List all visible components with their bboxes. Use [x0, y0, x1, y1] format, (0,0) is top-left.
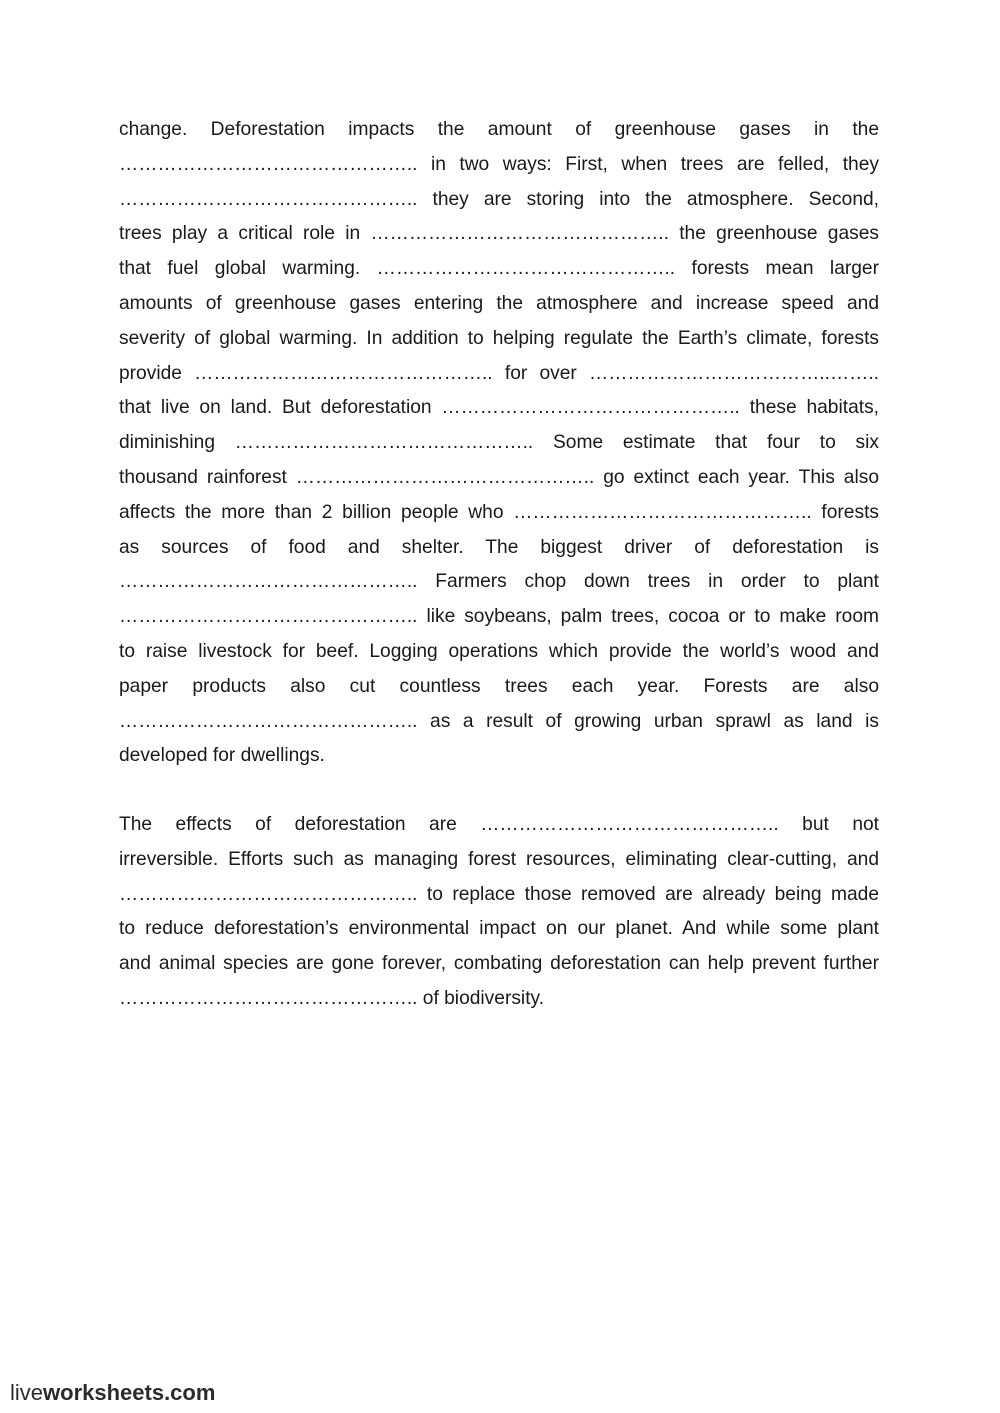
liveworksheets-logo: [10, 1380, 215, 1406]
paragraph-1: [119, 113, 879, 774]
paragraph-line: irreversible. Efforts such as managing forest resources, eliminating clear-cutting, and: [119, 848, 879, 870]
paragraph-line: developed for dwellings.: [119, 745, 325, 767]
paragraph-line: affects the more than 2 billion people who ……………………………………….. forests: [119, 501, 879, 523]
paragraph-line: to reduce deforestation’s environmental impact on our planet. And while some plant: [119, 918, 879, 940]
paragraph-line: that live on land. But deforestation ……………………………………….. these habitats,: [119, 397, 879, 419]
paragraph-2: [119, 808, 879, 1017]
logo-worksheets-text: worksheets.com: [43, 1380, 216, 1405]
paragraph-line: ……………………………………….. Farmers chop down trees in order to plant: [119, 571, 879, 593]
paragraph-line: paper products also cut countless trees each year. Forests are also: [119, 675, 879, 697]
paragraph-line: The effects of deforestation are ……………………………………….. but not: [119, 814, 879, 835]
paragraph-line: ……………………………………….. as a result of growing urban sprawl as land is: [119, 710, 879, 732]
paragraph-line: ……………………………………….. like soybeans, palm trees, cocoa or to make room: [119, 606, 879, 628]
paragraph-line: to raise livestock for beef. Logging operations which provide the world’s wood and: [119, 640, 879, 662]
paragraph-line: ……………………………………….. in two ways: First, when trees are felled, they: [119, 153, 879, 175]
paragraph-line: that fuel global warming. ……………………………………….. forests mean larger: [119, 258, 879, 280]
paragraph-line: ……………………………………….. to replace those removed are already being made: [119, 883, 879, 905]
paragraph-line: ……………………………………….. they are storing into the atmosphere. Second,: [119, 188, 879, 210]
paragraph-line: diminishing ……………………………………….. Some estimate that four to six: [119, 432, 879, 454]
paragraph-line: provide ……………………………………….. for over ………………………………..……..: [119, 362, 879, 384]
paragraph-line: change. Deforestation impacts the amount of greenhouse gases in the: [119, 119, 879, 140]
paragraph-line: severity of global warming. In addition to helping regulate the Earth’s climate, forests: [119, 327, 879, 349]
paragraph-line: amounts of greenhouse gases entering the atmosphere and increase speed and: [119, 292, 879, 314]
logo-live-text: live: [10, 1380, 44, 1405]
paragraph-line: trees play a critical role in ……………………………………….. the greenhouse gases: [119, 223, 879, 245]
paragraph-line: and animal species are gone forever, combating deforestation can help prevent further: [119, 953, 879, 975]
paragraph-line: as sources of food and shelter. The biggest driver of deforestation is: [119, 536, 879, 558]
paragraph-line: ……………………………………….. of biodiversity.: [119, 987, 545, 1009]
paragraph-line: thousand rainforest ……………………………………….. go extinct each year. This also: [119, 466, 879, 488]
